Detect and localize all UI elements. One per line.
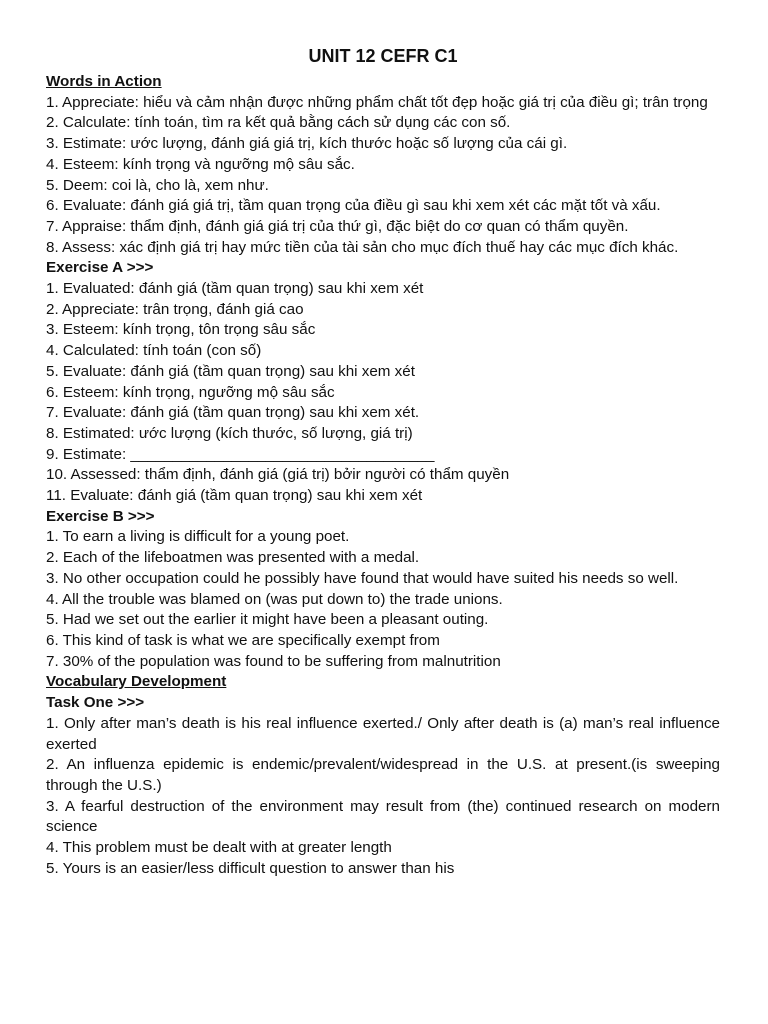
exercise-a-item: 11. Evaluate: đánh giá (tầm quan trọng) sau khi xem xét [46,487,423,505]
exercise-b-item: 6. This kind of task is what we are specifically exempt from [46,631,440,649]
exercise-a-item: 5. Evaluate: đánh giá (tầm quan trọng) sau khi xem xét [46,362,415,380]
words-in-action-item: 2. Calculate: tính toán, tìm ra kết quả bằng cách sử dụng các con số. [46,114,511,132]
exercise-a-heading: Exercise A >>> [46,259,154,277]
words-in-action-item: 3. Estimate: ước lượng, đánh giá giá trị, kích thước hoặc số lượng của cái gì. [46,135,568,153]
exercise-a-item: 4. Calculated: tính toán (con số) [46,342,262,360]
exercise-b-heading: Exercise B >>> [46,507,155,525]
exercise-a-item: 8. Estimated: ước lượng (kích thước, số lượng, giá trị) [46,424,413,442]
exercise-a-item: 10. Assessed: thẩm định, đánh giá (giá trị) bởir người có thẩm quyền [46,466,510,484]
exercise-b-item: 5. Had we set out the earlier it might have been a pleasant outing. [46,611,489,629]
exercise-a-item: 3. Esteem: kính trọng, tôn trọng sâu sắc [46,321,316,339]
document-page [46,44,720,879]
task-one-item: 2. An influenza epidemic is endemic/prevalent/widespread in the U.S. at present.(is sweeping through the U.S.) [46,756,720,794]
page-title: UNIT 12 CEFR C1 [308,46,458,66]
words-in-action-item: 8. Assess: xác định giá trị hay mức tiền của tài sản cho mục đích thuế hay các mục đích khác. [46,238,679,256]
task-one-heading: Task One >>> [46,694,145,712]
exercise-a-item: 7. Evaluate: đánh giá (tầm quan trọng) sau khi xem xét. [46,404,420,422]
exercise-a-item: 9. Estimate: ____________________________________ [46,445,435,463]
exercise-b-item: 4. All the trouble was blamed on (was put down to) the trade unions. [46,590,503,608]
words-in-action-item: 4. Esteem: kính trọng và ngưỡng mộ sâu sắc. [46,155,355,173]
task-one-item: 5. Yours is an easier/less difficult question to answer than his [46,859,455,877]
exercise-a-item: 6. Esteem: kính trọng, ngưỡng mộ sâu sắc [46,383,335,401]
vocabulary-development-heading: Vocabulary Development [46,673,227,691]
task-one-item: 3. A fearful destruction of the environment may result from (the) continued research on modern science [46,797,720,836]
exercise-a-item: 1. Evaluated: đánh giá (tầm quan trọng) sau khi xem xét [46,280,424,298]
exercise-b-item: 1. To earn a living is difficult for a young poet. [46,528,350,546]
exercise-b-item: 3. No other occupation could he possibly have found that would have suited his needs so well. [46,569,679,587]
words-in-action-item: 5. Deem: coi là, cho là, xem như. [46,176,269,194]
exercise-a-item: 2. Appreciate: trân trọng, đánh giá cao [46,300,304,318]
task-one-item: 1. Only after man’s death is his real influence exerted./ Only after death is (a) man’s real influence exerted [46,714,720,753]
exercise-b-item: 2. Each of the lifeboatmen was presented with a medal. [46,549,420,567]
words-in-action-heading: Words in Action [46,73,162,90]
words-in-action-item: 6. Evaluate: đánh giá giá trị, tầm quan trọng của điều gì sau khi xem xét các mặt tốt và xấu. [46,197,661,215]
exercise-b-item: 7. 30% of the population was found to be suffering from malnutrition [46,652,501,670]
words-in-action-item: 1. Appreciate: hiểu và cảm nhận được những phẩm chất tốt đẹp hoặc giá trị của điều gì; trân trọng [46,93,708,111]
task-one-item: 4. This problem must be dealt with at greater length [46,839,392,857]
words-in-action-item: 7. Appraise: thẩm định, đánh giá giá trị của thứ gì, đặc biệt do cơ quan có thẩm quyền. [46,217,629,235]
